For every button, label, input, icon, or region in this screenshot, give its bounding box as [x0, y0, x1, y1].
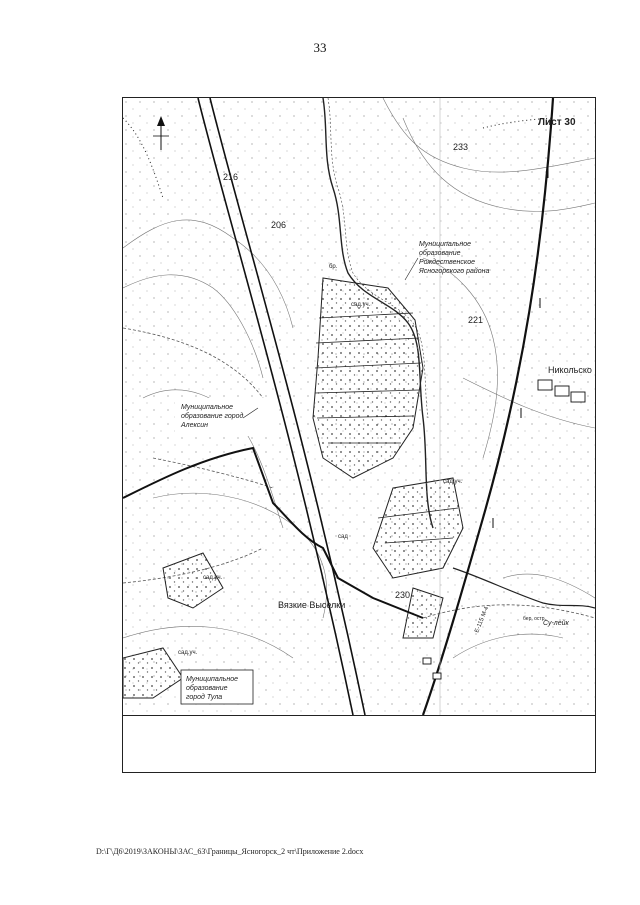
label-sad: сад	[338, 534, 348, 540]
svg-text:Муниципальное: Муниципальное	[181, 404, 233, 411]
parcel-216: 216	[223, 172, 239, 182]
label-sad-uch-4: сад.уч.	[178, 650, 198, 656]
svg-text:образование: образование	[186, 685, 228, 692]
svg-text:Ясногорского района: Ясногорского района	[419, 268, 490, 275]
page-number: 33	[313, 40, 327, 55]
svg-text:Муниципальное: Муниципальное	[186, 676, 238, 683]
label-sad-uch-1: сад.уч.	[351, 302, 371, 308]
callout-aleksin	[175, 398, 275, 436]
label-br: бр.	[329, 264, 338, 270]
topographic-map	[123, 98, 595, 715]
map-frame	[122, 97, 596, 773]
settlement-nikolskoe: Никольско	[548, 365, 592, 375]
parcel-206: 206	[271, 220, 287, 230]
callout-tula	[181, 670, 253, 704]
map-legend-box	[123, 715, 595, 772]
parcel-233: 233	[453, 142, 469, 152]
label-sad-uch-3: сад.уч.	[203, 575, 223, 581]
label-river: Су-лейк	[543, 620, 569, 627]
label-sad-uch-2: сад.уч.	[443, 479, 463, 485]
svg-text:Муниципальное: Муниципальное	[419, 241, 471, 248]
svg-text:образование город: образование город	[181, 413, 244, 420]
svg-text:образование: образование	[419, 250, 461, 257]
settlement-vyselki: Вязкие Выселки	[278, 600, 346, 610]
parcel-230: 230	[395, 590, 411, 600]
svg-text:город Тула: город Тула	[186, 694, 223, 701]
label-road: Е-115 М-4	[474, 605, 491, 634]
sheet-label: Лист 30	[538, 117, 576, 128]
svg-text:Алексин: Алексин	[181, 422, 208, 429]
label-bez-ostr: бер. остр.	[523, 616, 546, 622]
file-path-footer: D:\Г\Д6\2019\ЗАКОНЫ\ЗАС_63\Границы_Ясногорск_2 чт\Приложение 2.docx	[96, 847, 364, 856]
svg-text:Рождественское: Рождественское	[419, 259, 475, 266]
parcel-221: 221	[468, 315, 484, 325]
